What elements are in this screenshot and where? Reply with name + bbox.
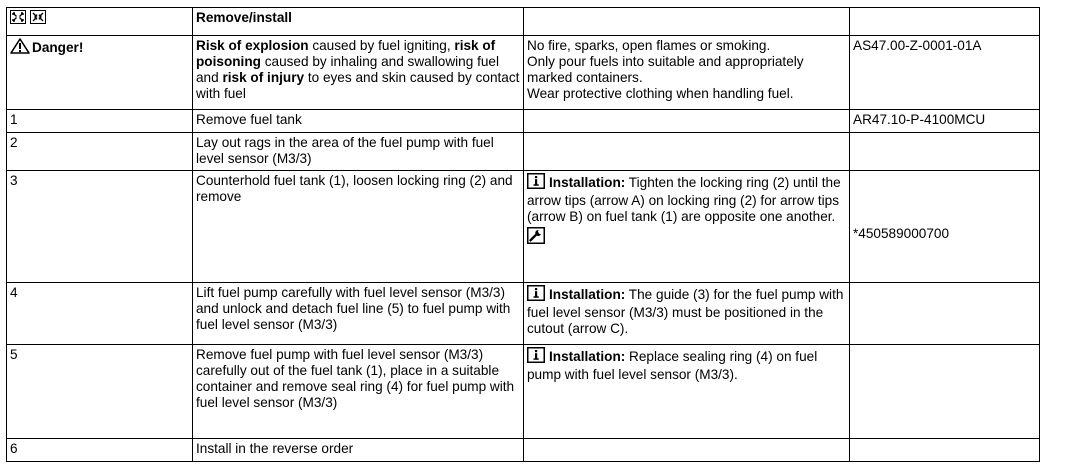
step-action: Install in the reverse order bbox=[193, 439, 524, 462]
header-row bbox=[7, 8, 1040, 36]
install-icon bbox=[30, 10, 46, 28]
step-note bbox=[524, 110, 850, 133]
procedure-table bbox=[6, 7, 1040, 462]
step-row bbox=[7, 283, 1040, 345]
safety-measure: No fire, sparks, open flames or smoking. bbox=[527, 38, 771, 53]
danger-row bbox=[7, 36, 1040, 110]
step-reference: AR47.10-P-4100MCU bbox=[850, 110, 1040, 133]
installation-text: Tighten the locking ring (2) until the arrow tips (arrow A) on locking ring (2) for arrow tips (arrow B) on fuel tank (1) are opposite one another. bbox=[527, 175, 841, 224]
hazard-text: to eyes and skin caused by contact with fuel bbox=[196, 70, 520, 101]
safety-measure: Only pour fuels into suitable and appropriately marked containers. bbox=[527, 54, 804, 85]
info-icon bbox=[527, 347, 545, 367]
step-row bbox=[7, 439, 1040, 462]
step-action: Counterhold fuel tank (1), loosen locking ring (2) and remove bbox=[193, 171, 524, 283]
danger-reference: AS47.00-Z-0001-01A bbox=[850, 36, 1040, 110]
step-number: 3 bbox=[7, 171, 193, 283]
safety-measure: Wear protective clothing when handling fuel. bbox=[527, 86, 794, 101]
step-reference bbox=[850, 439, 1040, 462]
danger-label: Danger! bbox=[32, 40, 84, 55]
step-row bbox=[7, 110, 1040, 133]
step-note bbox=[524, 171, 850, 283]
step-action: Lay out rags in the area of the fuel pump with fuel level sensor (M3/3) bbox=[193, 133, 524, 171]
step-reference bbox=[850, 345, 1040, 439]
step-number: 2 bbox=[7, 133, 193, 171]
section-title: Remove/install bbox=[193, 8, 524, 36]
step-row bbox=[7, 345, 1040, 439]
header-icons-cell bbox=[7, 8, 193, 36]
danger-measures-cell bbox=[524, 36, 850, 110]
installation-label: Installation: bbox=[549, 287, 626, 302]
hazard-text-explosion: Risk of explosion bbox=[196, 38, 309, 53]
installation-label: Installation: bbox=[549, 175, 626, 190]
hazard-text: caused by fuel igniting, bbox=[308, 38, 455, 53]
installation-text: Replace sealing ring (4) on fuel pump with fuel level sensor (M3/3). bbox=[527, 349, 818, 382]
step-number: 1 bbox=[7, 110, 193, 133]
step-number: 5 bbox=[7, 345, 193, 439]
step-reference bbox=[850, 283, 1040, 345]
installation-text: The guide (3) for the fuel pump with fuel level sensor (M3/3) must be positioned in the cutout (arrow C). bbox=[527, 287, 844, 336]
step-note bbox=[524, 283, 850, 345]
step-row bbox=[7, 171, 1040, 283]
step-note bbox=[524, 439, 850, 462]
step-reference bbox=[850, 133, 1040, 171]
header-empty-cell bbox=[524, 8, 850, 36]
danger-label-cell bbox=[7, 36, 193, 110]
remove-icon bbox=[10, 10, 26, 28]
step-action: Remove fuel tank bbox=[193, 110, 524, 133]
step-reference-cell bbox=[850, 171, 1040, 283]
step-note bbox=[524, 133, 850, 171]
info-icon bbox=[527, 285, 545, 305]
danger-hazard-cell bbox=[193, 36, 524, 110]
step-number: 4 bbox=[7, 283, 193, 345]
step-number: 6 bbox=[7, 439, 193, 462]
warning-triangle-icon bbox=[10, 38, 30, 58]
hazard-text-injury: risk of injury bbox=[222, 70, 305, 85]
step-row bbox=[7, 133, 1040, 171]
hazard-text: caused by inhaling and swallowing fuel and bbox=[196, 54, 499, 85]
header-empty-cell bbox=[850, 8, 1040, 36]
special-tool-icon bbox=[527, 227, 545, 248]
step-note bbox=[524, 345, 850, 439]
installation-label: Installation: bbox=[549, 349, 626, 364]
step-action: Remove fuel pump with fuel level sensor (M3/3) carefully out of the fuel tank (1), place in a suitable container and remove seal ring (4) for fuel pump with fuel level sensor (M3/3) bbox=[193, 345, 524, 439]
special-tool-number: *450589000700 bbox=[853, 226, 950, 241]
step-action: Lift fuel pump carefully with fuel level sensor (M3/3) and unlock and detach fuel line (5) to fuel pump with fuel level sensor (M3/3) bbox=[193, 283, 524, 345]
info-icon bbox=[527, 173, 545, 193]
hazard-text-poisoning: risk of poisoning bbox=[196, 38, 496, 69]
